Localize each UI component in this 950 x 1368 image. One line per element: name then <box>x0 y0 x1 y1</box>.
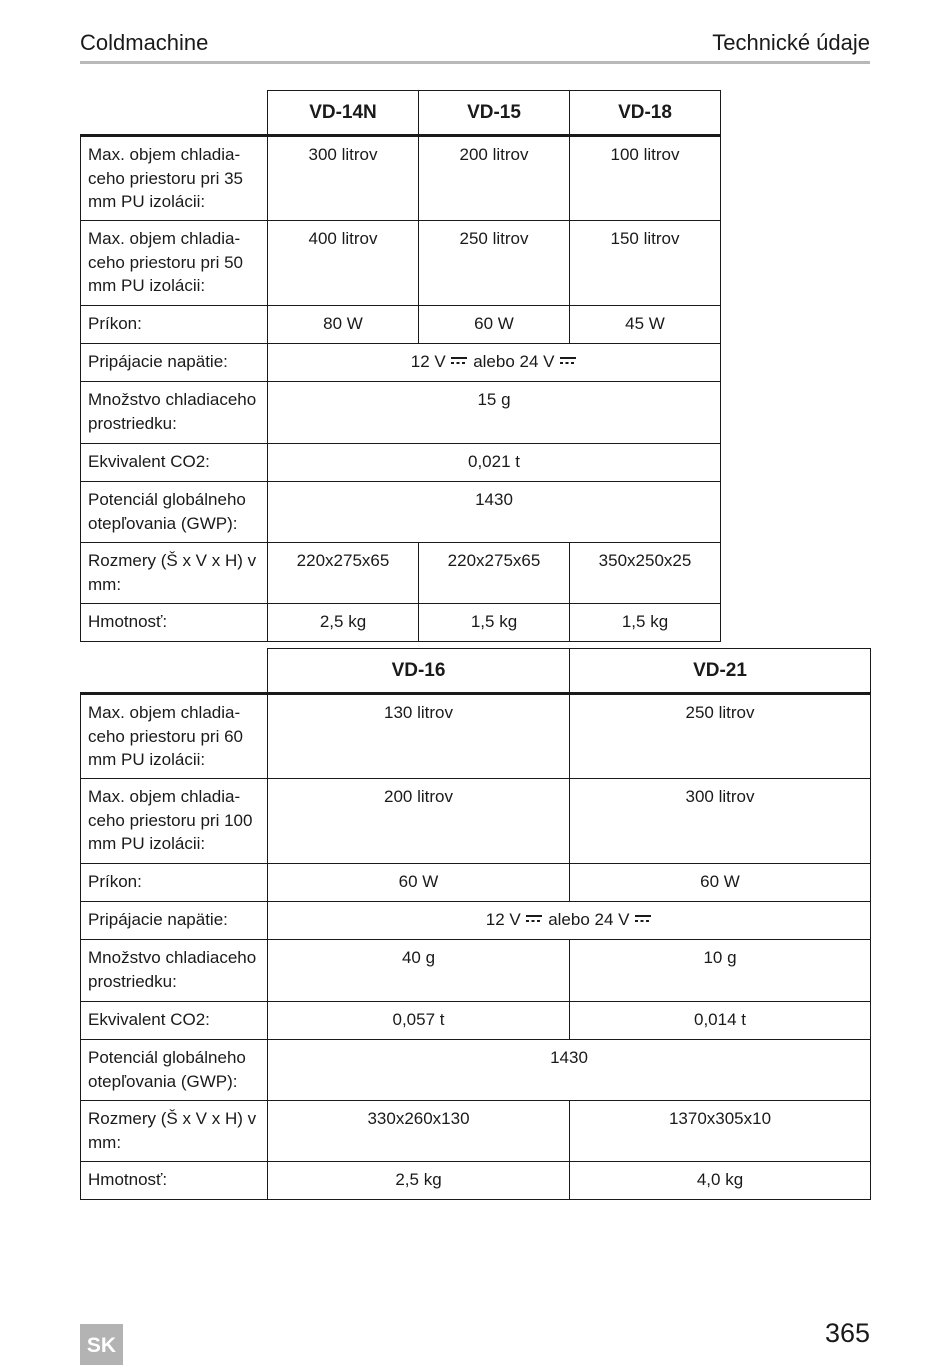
vol50-vd-14n: 400 litrov <box>268 221 419 306</box>
voltage-12v: 12 V <box>485 910 521 929</box>
vol60-vd-21: 250 litrov <box>570 694 871 779</box>
voltage-12v: 12 V <box>410 352 446 371</box>
table-header-row <box>81 91 721 136</box>
table-row <box>81 1162 871 1200</box>
table-row <box>81 482 721 543</box>
power-vd-16: 60 W <box>268 864 570 902</box>
table-row <box>81 306 721 344</box>
model-vd-15: VD-15 <box>419 91 570 136</box>
refrigerant-value: 15 g <box>268 382 721 444</box>
table-row <box>81 543 721 604</box>
weight-vd-16: 2,5 kg <box>268 1162 570 1200</box>
power-vd-18: 45 W <box>570 306 721 344</box>
spec-table-1 <box>80 90 721 642</box>
refrigerant-vd-21: 10 g <box>570 940 871 1002</box>
table-row <box>81 221 721 306</box>
vol35-vd-15: 200 litrov <box>419 136 570 221</box>
weight-vd-21: 4,0 kg <box>570 1162 871 1200</box>
row-label-vol50: Max. objem chladia-ceho priestoru pri 50 mm PU izolácii: <box>81 221 268 306</box>
voltage-value <box>268 344 721 382</box>
vol50-vd-15: 250 litrov <box>419 221 570 306</box>
row-label-vol100: Max. objem chladia-ceho priestoru pri 100 mm PU izolácii: <box>81 779 268 864</box>
row-label-power: Príkon: <box>81 864 268 902</box>
dims-vd-18: 350x250x25 <box>570 543 721 604</box>
model-vd-18: VD-18 <box>570 91 721 136</box>
vol35-vd-18: 100 litrov <box>570 136 721 221</box>
table-row <box>81 694 871 779</box>
table-header-row <box>81 649 871 694</box>
gwp-value: 1430 <box>268 482 721 543</box>
table-row <box>81 344 721 382</box>
voltage-24v: alebo 24 V <box>548 910 630 929</box>
gwp-value: 1430 <box>268 1040 871 1101</box>
row-label-weight: Hmotnosť: <box>81 604 268 642</box>
row-label-co2: Ekvivalent CO2: <box>81 1002 268 1040</box>
dc-icon <box>635 915 651 923</box>
weight-vd-15: 1,5 kg <box>419 604 570 642</box>
header-product-name: Coldmachine <box>80 30 209 55</box>
weight-vd-14n: 2,5 kg <box>268 604 419 642</box>
dc-icon <box>451 357 467 365</box>
model-vd-21: VD-21 <box>570 649 871 694</box>
table-row <box>81 1101 871 1162</box>
dc-icon <box>526 915 542 923</box>
row-label-power: Príkon: <box>81 306 268 344</box>
power-vd-15: 60 W <box>419 306 570 344</box>
spec-table-2 <box>80 648 871 1200</box>
table-row <box>81 1040 871 1101</box>
table-row <box>81 902 871 940</box>
power-vd-14n: 80 W <box>268 306 419 344</box>
vol60-vd-16: 130 litrov <box>268 694 570 779</box>
vol100-vd-21: 300 litrov <box>570 779 871 864</box>
row-label-voltage: Pripájacie napätie: <box>81 902 268 940</box>
row-label-co2: Ekvivalent CO2: <box>81 444 268 482</box>
row-label-refrigerant: Množstvo chladiaceho prostriedku: <box>81 382 268 444</box>
dims-vd-14n: 220x275x65 <box>268 543 419 604</box>
voltage-value <box>268 902 871 940</box>
table-row <box>81 604 721 642</box>
co2-vd-21: 0,014 t <box>570 1002 871 1040</box>
power-vd-21: 60 W <box>570 864 871 902</box>
table-row <box>81 864 871 902</box>
row-label-dims: Rozmery (Š x V x H) v mm: <box>81 1101 268 1162</box>
vol35-vd-14n: 300 litrov <box>268 136 419 221</box>
header-corner <box>81 91 268 136</box>
table-row <box>81 1002 871 1040</box>
row-label-voltage: Pripájacie napätie: <box>81 344 268 382</box>
page-header <box>80 30 870 64</box>
co2-value: 0,021 t <box>268 444 721 482</box>
row-label-gwp: Potenciál globálneho otepľovania (GWP): <box>81 1040 268 1101</box>
table-row <box>81 779 871 864</box>
page-number: 365 <box>824 1318 870 1348</box>
refrigerant-vd-16: 40 g <box>268 940 570 1002</box>
weight-vd-18: 1,5 kg <box>570 604 721 642</box>
header-corner <box>81 649 268 694</box>
table-row <box>81 382 721 444</box>
co2-vd-16: 0,057 t <box>268 1002 570 1040</box>
row-label-vol35: Max. objem chladia-ceho priestoru pri 35 mm PU izolácii: <box>81 136 268 221</box>
row-label-weight: Hmotnosť: <box>81 1162 268 1200</box>
row-label-refrigerant: Množstvo chladiaceho prostriedku: <box>81 940 268 1002</box>
model-vd-14n: VD-14N <box>268 91 419 136</box>
language-badge: SK <box>80 1324 123 1365</box>
header-divider <box>80 61 870 64</box>
row-label-gwp: Potenciál globálneho otepľovania (GWP): <box>81 482 268 543</box>
vol100-vd-16: 200 litrov <box>268 779 570 864</box>
dims-vd-15: 220x275x65 <box>419 543 570 604</box>
table-row <box>81 136 721 221</box>
table-row <box>81 940 871 1002</box>
model-vd-16: VD-16 <box>268 649 570 694</box>
dc-icon <box>560 357 576 365</box>
voltage-24v: alebo 24 V <box>473 352 555 371</box>
dims-vd-16: 330x260x130 <box>268 1101 570 1162</box>
vol50-vd-18: 150 litrov <box>570 221 721 306</box>
table-row <box>81 444 721 482</box>
row-label-dims: Rozmery (Š x V x H) v mm: <box>81 543 268 604</box>
row-label-vol60: Max. objem chladia-ceho priestoru pri 60 mm PU izolácii: <box>81 694 268 779</box>
dims-vd-21: 1370x305x10 <box>570 1101 871 1162</box>
header-section-title: Technické údaje <box>712 30 870 55</box>
